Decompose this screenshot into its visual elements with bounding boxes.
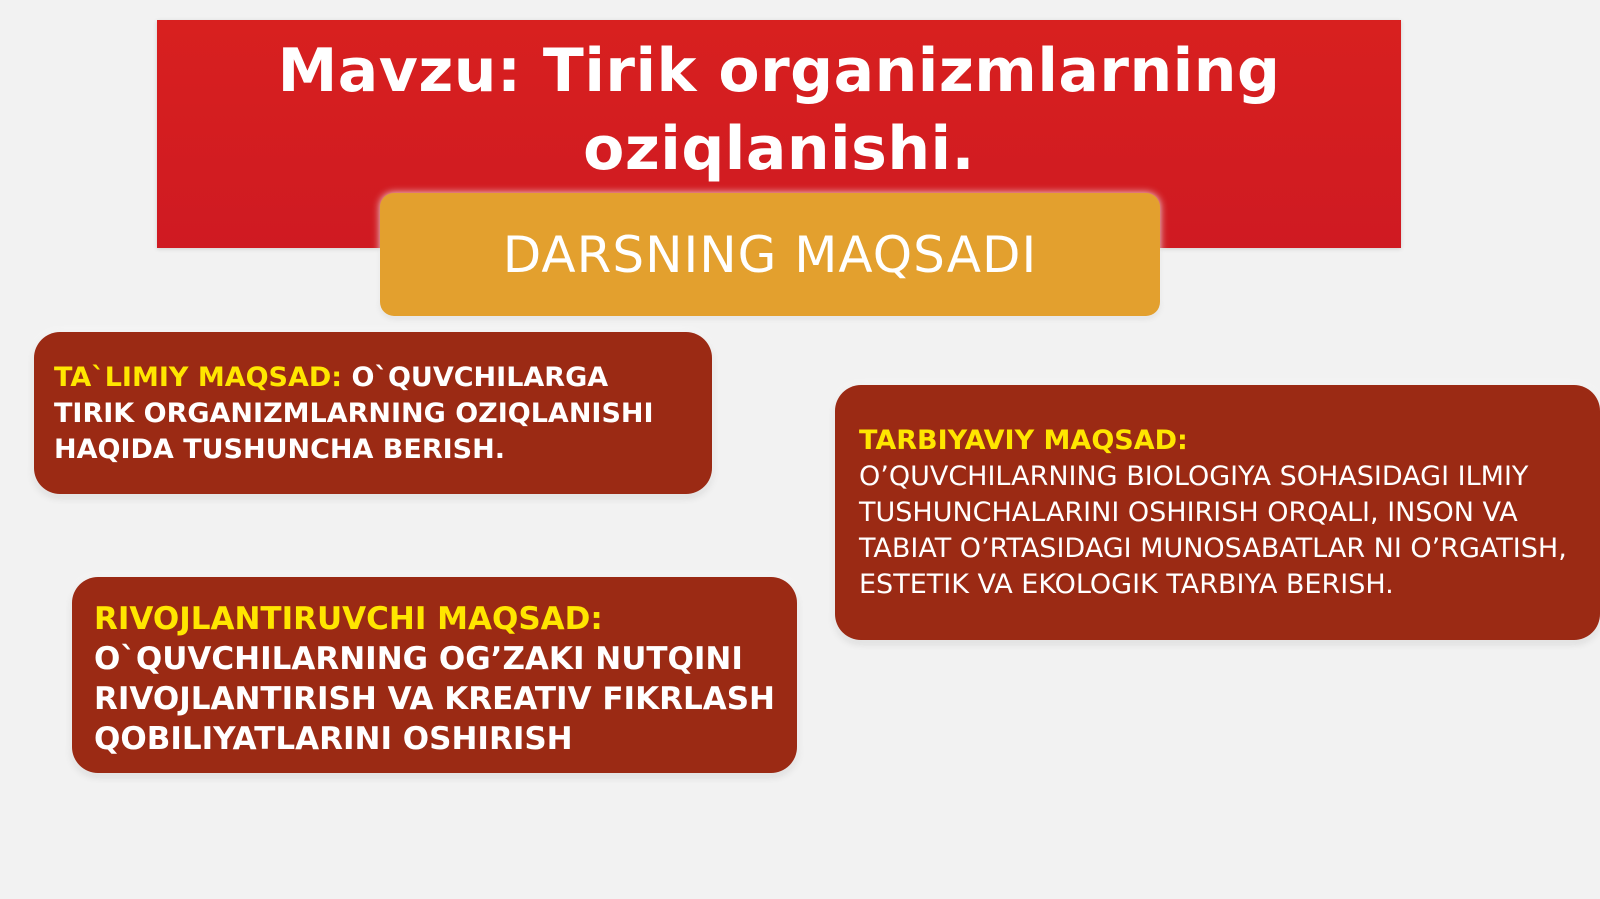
lesson-goal-header <box>380 193 1160 316</box>
lesson-goal-title: DARSNING MAQSADI <box>502 225 1038 284</box>
upbringing-goal-card <box>835 385 1600 640</box>
educational-goal-card <box>34 332 712 494</box>
developmental-goal-card <box>72 577 797 773</box>
slide-title-line-1: Mavzu: Tirik organizmlarning <box>277 36 1281 106</box>
upbringing-goal-text: O’QUVCHILARNING BIOLOGIYA SOHASIDAGI ILMIY TUSHUNCHALARINI OSHIRISH ORQALI, INSON VA TABIAT O’RTASIDAGI MUNOSABATLAR NI O’RGATISH, ESTETIK VA EKOLOGIK TARBIYA BERISH. <box>859 461 1567 600</box>
slide-title-line-2: oziqlanishi. <box>583 114 975 184</box>
upbringing-goal-label: TARBIYAVIY MAQSAD: <box>859 425 1188 456</box>
developmental-goal-text: O`QUVCHILARNING OG’ZAKI NUTQINI RIVOJLANTIRISH VA KREATIV FIKRLASH QOBILIYATLARINI OSHIRISH <box>94 641 775 757</box>
developmental-goal-label: RIVOJLANTIRUVCHI MAQSAD: <box>94 601 603 637</box>
educational-goal-text: O`QUVCHILARGA TIRIK ORGANIZMLARNING OZIQLANISHI HAQIDA TUSHUNCHA BERISH. <box>54 362 654 465</box>
slide-title <box>157 32 1401 188</box>
educational-goal-label: TA`LIMIY MAQSAD: <box>54 362 352 393</box>
